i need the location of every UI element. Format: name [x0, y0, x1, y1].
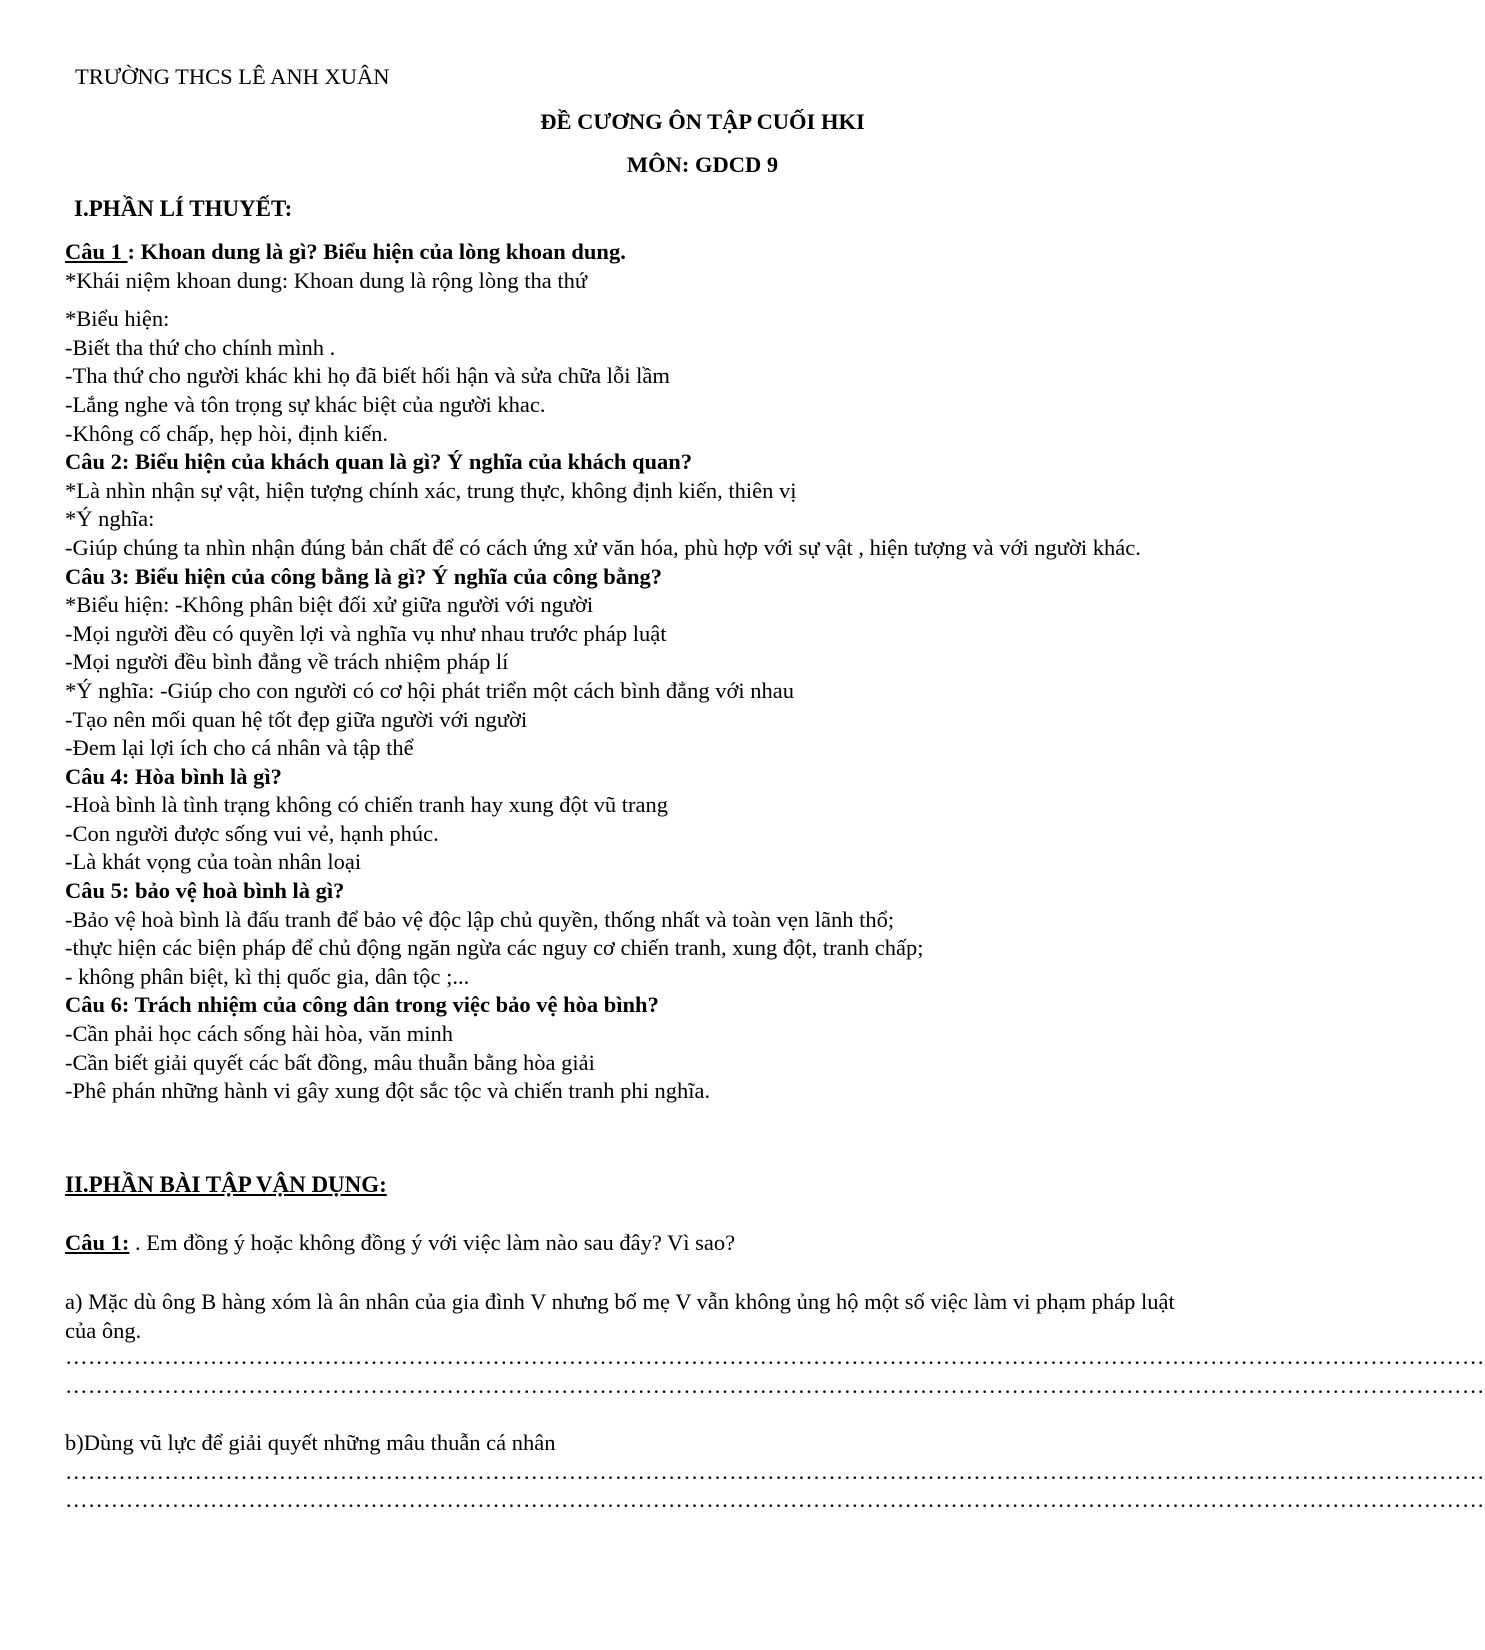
answer-line: -Con người được sống vui vẻ, hạnh phúc. [65, 820, 439, 846]
document-title: ĐỀ CƯƠNG ÔN TẬP CUỐI HKI [540, 109, 865, 134]
answer-line: -Mọi người đều bình đẳng về trách nhiệm pháp lí [65, 649, 509, 675]
answer-line: -Bảo vệ hoà bình là đấu tranh để bảo vệ độc lập chủ quyền, thống nhất và toàn vẹn lãnh thổ; [65, 906, 895, 932]
answer-line: -Phê phán những hành vi gây xung đột sắc tộc và chiến tranh phi nghĩa. [65, 1078, 711, 1104]
question-5-heading: Câu 5: bảo vệ hoà bình là gì? [65, 878, 345, 904]
exercise-question-1-text: . Em đồng ý hoặc không đồng ý với việc làm nào sau đây? Vì sao? [129, 1230, 736, 1255]
subject-title: MÔN: GDCD 9 [626, 152, 779, 177]
answer-line: -Biết tha thứ cho chính mình . [65, 334, 336, 360]
answer-dotted-line: …………………………………………………………………………………………………………………………………………………………………… [65, 1487, 1485, 1512]
answer-line: *Biểu hiện: [65, 306, 170, 332]
answer-line: *Là nhìn nhận sự vật, hiện tượng chính xác, trung thực, không định kiến, thiên vị [65, 477, 797, 503]
answer-line: -Đem lại lợi ích cho cá nhân và tập thể [65, 735, 414, 761]
question-2-heading: Câu 2: Biểu hiện của khách quan là gì? Ý nghĩa của khách quan? [65, 449, 693, 475]
exercise-question-1-label: Câu 1: [65, 1230, 130, 1255]
exercise-item-b: b)Dùng vũ lực để giải quyết những mâu thuẫn cá nhân [65, 1430, 556, 1455]
answer-line: -Giúp chúng ta nhìn nhận đúng bản chất để có cách ứng xử văn hóa, phù hợp với sự vật , hiện tượng và với người khác. [65, 534, 1141, 560]
answer-line: -Cần biết giải quyết các bất đồng, mâu thuẫn bằng hòa giải [65, 1049, 595, 1075]
answer-dotted-line: …………………………………………………………………………………………………………………………………………………………………… [65, 1459, 1485, 1484]
question-1-label: Câu 1 [65, 239, 128, 264]
answer-line: -Tha thứ cho người khác khi họ đã biết hối hận và sửa chữa lỗi lầm [65, 363, 670, 389]
part1-heading: I.PHẦN LÍ THUYẾT: [74, 196, 293, 221]
question-4-heading: Câu 4: Hòa bình là gì? [65, 763, 282, 789]
answer-line: *Khái niệm khoan dung: Khoan dung là rộng lòng tha thứ [65, 267, 588, 293]
question-1-text: : Khoan dung là gì? Biểu hiện của lòng khoan dung. [127, 239, 626, 264]
answer-line: -thực hiện các biện pháp để chủ động ngăn ngừa các nguy cơ chiến tranh, xung đột, tranh chấp; [65, 935, 924, 961]
exercise-item-a: a) Mặc dù ông B hàng xóm là ân nhân của gia đình V nhưng bố mẹ V vẫn không ủng hộ một số việc làm vi phạm pháp luật của ông. [65, 1289, 1175, 1343]
question-3-heading: Câu 3: Biểu hiện của công bằng là gì? Ý nghĩa của công bằng? [65, 563, 662, 589]
answer-line: -Tạo nên mối quan hệ tốt đẹp giữa người với người [65, 706, 528, 732]
answer-line: *Biểu hiện: -Không phân biệt đối xử giữa người với người [65, 592, 594, 618]
answer-line: -Hoà bình là tình trạng không có chiến tranh hay xung đột vũ trang [65, 792, 668, 818]
answer-dotted-line: …………………………………………………………………………………………………………………………………………………………………… [65, 1373, 1485, 1398]
answer-line: -Là khát vọng của toàn nhân loại [65, 849, 362, 875]
answer-line: -Mọi người đều có quyền lợi và nghĩa vụ như nhau trước pháp luật [65, 620, 667, 646]
answer-line: -Không cố chấp, hẹp hòi, định kiến. [65, 420, 389, 446]
theory-section [65, 238, 1215, 1106]
answer-dotted-line: …………………………………………………………………………………………………………………………………………………………………… [65, 1344, 1485, 1369]
answer-line: -Cần phải học cách sống hài hòa, văn minh [65, 1021, 454, 1047]
answer-line: *Ý nghĩa: -Giúp cho con người có cơ hội phát triển một cách bình đẳng với nhau [65, 677, 794, 703]
part2-heading: II.PHẦN BÀI TẬP VẬN DỤNG: [65, 1172, 387, 1197]
answer-line: - không phân biệt, kì thị quốc gia, dân tộc ;... [65, 963, 470, 989]
answer-line: -Lắng nghe và tôn trọng sự khác biệt của người khac. [65, 391, 546, 417]
question-6-heading: Câu 6: Trách nhiệm của công dân trong việc bảo vệ hòa bình? [65, 992, 659, 1018]
question-1-heading [65, 238, 1215, 267]
school-name: TRƯỜNG THCS LÊ ANH XUÂN [75, 64, 390, 89]
exercise-question-1 [65, 1230, 735, 1256]
answer-line: *Ý nghĩa: [65, 506, 155, 532]
